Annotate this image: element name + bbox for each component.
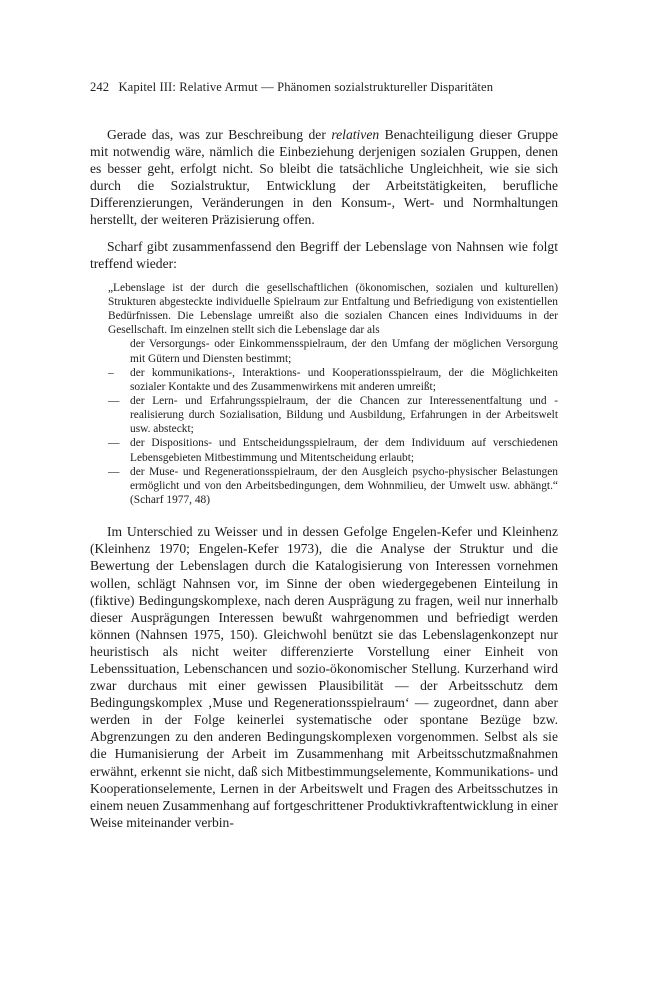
block-quote-lebenslage	[90, 281, 558, 508]
list-item-text: der Versorgungs- oder Einkommensspielraum, der den Umfang der möglichen Versorgung mit Gütern und Diensten bestimmt;	[130, 338, 558, 365]
quote-list	[108, 337, 558, 507]
paragraph-nahnsen-critique: Im Unterschied zu Weisser und in dessen Gefolge Engelen-Kefer und Kleinhenz (Kleinhenz 1970; Engelen-Kefer 1973), die die Analyse der Struktur und die Bewertung der Lebenslagen durch die Katalogisierung von Interessen vornehmen wollen, schlägt Nahnsen vor, im Sinne der oben wiedergegebenen Einteilung in (fiktive) Bedingungskomplexe, nach deren Ausprägung zu fragen, weil nur innerhalb dieser Ausprägungen Interessen bewußt wahrgenommen und befriedigt werden können (Nahnsen 1975, 150). Gleichwohl benützt sie das Lebenslagenkonzept nur heuristisch als nicht weiter differenzierte Vorstellung einer Einheit von Lebenssituation, Lebenschancen und sozio-ökonomischer Stellung. Kurzerhand wird zwar durchaus mit einer gewissen Plausibilität — der Arbeitsschutz dem Bedingungskomplex ‚Muse und Regenerationsspielraum‘ — zugeordnet, dann aber werden in der Folge keinerlei systematische oder spontane Bezüge bzw. Abgrenzungen zu den anderen Bedingungskomplexen vorgenommen. Selbst als sie die Humanisierung der Arbeit im Zusammenhang mit Arbeitsschutzmaßnahmen erwähnt, erkennt sie nicht, daß sich Mitbestimmungselemente, Kommunikations- und Kooperationselemente, Lernen in der Arbeitswelt und Fragen des Arbeitsschutzes in einem neuen Zusammenhang auf fortgeschrittener Produktivkraftentwicklung in einer Weise miteinander verbin-	[90, 524, 558, 830]
list-item-text: der kommunikations-, Interaktions- und Kooperationsspielraum, der die Möglichkeiten sozialer Kontakte und des Zusammenwirkens mit anderen umreißt;	[130, 366, 558, 393]
running-title: Kapitel III: Relative Armut — Phänomen sozialstruktureller Disparitäten	[118, 80, 494, 94]
list-dash: —	[108, 395, 120, 407]
paragraph-scharf-intro: Scharf gibt zusammenfassend den Begriff der Lebenslage von Nahnsen wie folgt treffend wieder:	[90, 238, 558, 271]
quote-list-item	[108, 465, 558, 507]
list-item-text: der Muse- und Regenerationsspielraum, der den Ausgleich psycho-physischer Belastungen ermöglicht und von den Arbeitsbedingungen, dem Wohnmilieu, der Umwelt usw. abhängt.“ (Scharf 1977, 48)	[130, 465, 558, 507]
para1-text-start: Gerade das, was zur Beschreibung der	[107, 127, 332, 142]
running-header	[90, 80, 558, 95]
list-dash: –	[108, 366, 114, 379]
paragraph-relative-disadvantage	[90, 126, 558, 229]
list-item-text: der Dispositions- und Entscheidungsspielraum, der dem Individuum auf verschiedenen Lebensgebieten Mitbestimmung und Mitentscheidung erlaubt;	[130, 437, 558, 464]
list-item-text: der Lern- und Erfahrungsspielraum, der die Chancen zur Interessenentfaltung und -realisierung durch Sozialisation, Bildung und Ausbildung, Erfahrungen in der Arbeitswelt usw. absteckt;	[130, 395, 558, 436]
book-page	[90, 80, 558, 840]
quote-list-item	[108, 436, 558, 464]
quote-list-item	[108, 337, 558, 365]
quote-list-item	[108, 366, 558, 394]
page-number: 242	[90, 80, 110, 94]
quote-definition: „Lebenslage ist der durch die gesellschaftlichen (ökonomischen, sozialen und kulturellen) Strukturen abgesteckte individuelle Spielraum zur Entfaltung und Befriedigung von existentiellen Bedürfnissen. Die Lebenslage umreißt also die sozialen Chancen eines Individuums in der Gesellschaft. Im einzelnen stellt sich die Lebenslage dar als	[108, 281, 558, 337]
list-dash: —	[108, 465, 120, 478]
list-dash: —	[108, 437, 120, 450]
quote-list-item	[108, 394, 558, 436]
para1-text-end: Benachteiligung dieser Gruppe mit notwendig wäre, nämlich die Einbeziehung derjenigen sozialen Gruppen, denen es besser geht, erfolgt nicht. So bleibt die tatsächliche Ungleichheit, wie sie sich durch die Sozialstruktur, Entwicklung der Arbeitstätigkeiten, berufliche Differenzierungen, Veränderungen in den Konsum-, Wert- und Normhaltungen herstellt, der weiteren Präzisierung offen.	[90, 127, 558, 228]
emphasis-relativen: relativen	[331, 127, 380, 142]
